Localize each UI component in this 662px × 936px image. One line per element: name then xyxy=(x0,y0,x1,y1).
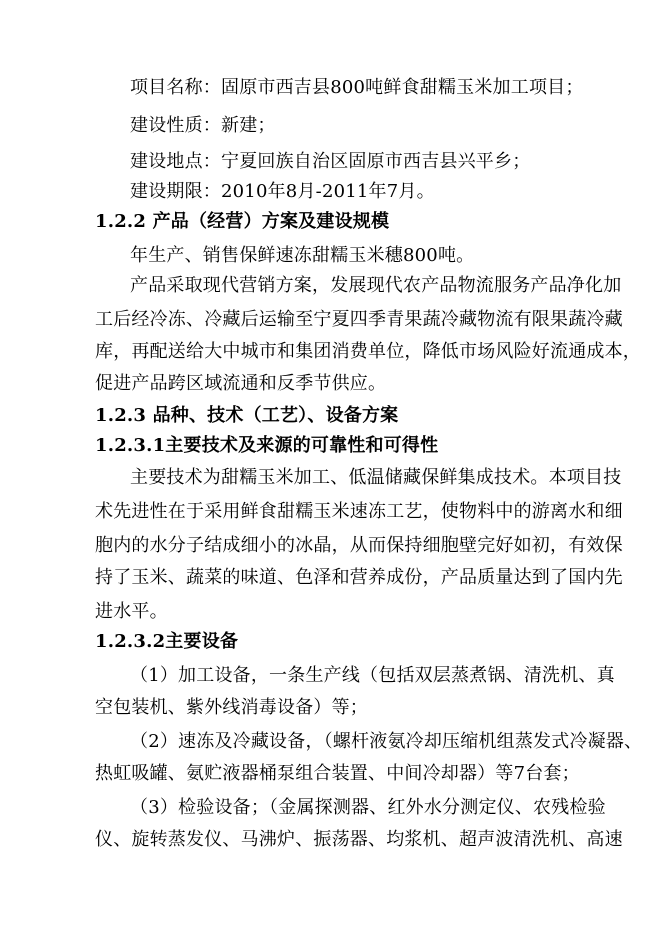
equipment-item-line: 热虹吸罐、氨贮液器桶泵组合装置、中间冷却器）等7台套； xyxy=(95,763,580,784)
paragraph-line: 促进产品跨区域流通和反季节供应。 xyxy=(95,373,387,394)
section-heading-1-2-3-1: 1.2.3.1主要技术及来源的可靠性和可得性 xyxy=(95,435,439,456)
paragraph-line: 产品采取现代营销方案，发展现代农产品物流服务产品净化加 xyxy=(130,275,622,296)
section-heading-1-2-2: 1.2.2 产品（经营）方案及建设规模 xyxy=(95,211,390,232)
construction-nature-line: 建设性质：新建； xyxy=(130,115,276,136)
equipment-item-line: 仪、旋转蒸发仪、马沸炉、振荡器、均浆机、超声波清洗机、高速 xyxy=(95,829,623,850)
equipment-item-line: （3）检验设备；（金属探测器、红外水分测定仪、农残检验 xyxy=(130,797,606,818)
project-name-line: 项目名称：固原市西吉县800吨鲜食甜糯玉米加工项目； xyxy=(130,77,584,98)
paragraph-line: 库，再配送给大中城市和集团消费单位，降低市场风险好流通成本， xyxy=(95,341,641,362)
equipment-item-line: （1）加工设备，一条生产线（包括双层蒸煮锅、清洗机、真 xyxy=(130,665,615,686)
paragraph-line: 胞内的水分子结成细小的冰晶，从而保持细胞壁完好如初，有效保 xyxy=(95,535,623,556)
paragraph-line: 进水平。 xyxy=(95,601,168,622)
equipment-item-line: （2）速冻及冷藏设备，（螺杆液氨冷却压缩机组蒸发式冷凝器、 xyxy=(130,731,643,752)
equipment-item-line: 空包装机、紫外线消毒设备）等； xyxy=(95,697,368,718)
paragraph-line: 主要技术为甜糯玉米加工、低温储藏保鲜集成技术。本项目技 xyxy=(130,467,622,488)
paragraph-line: 工后经冷冻、冷藏后运输至宁夏四季青果蔬冷藏物流有限果蔬冷藏 xyxy=(95,309,623,330)
construction-site-line: 建设地点：宁夏回族自治区固原市西吉县兴平乡； xyxy=(130,151,531,172)
construction-period-line: 建设期限：2010年8月-2011年7月。 xyxy=(130,181,435,202)
paragraph-line: 年生产、销售保鲜速冻甜糯玉米穗800吨。 xyxy=(130,245,475,266)
paragraph-line: 术先进性在于采用鲜食甜糯玉米速冻工艺，使物料中的游离水和细 xyxy=(95,501,623,522)
paragraph-line: 持了玉米、蔬菜的味道、色泽和营养成份，产品质量达到了国内先 xyxy=(95,567,623,588)
section-heading-1-2-3-2: 1.2.3.2主要设备 xyxy=(95,631,239,652)
section-heading-1-2-3: 1.2.3 品种、技术（工艺）、设备方案 xyxy=(95,405,399,426)
